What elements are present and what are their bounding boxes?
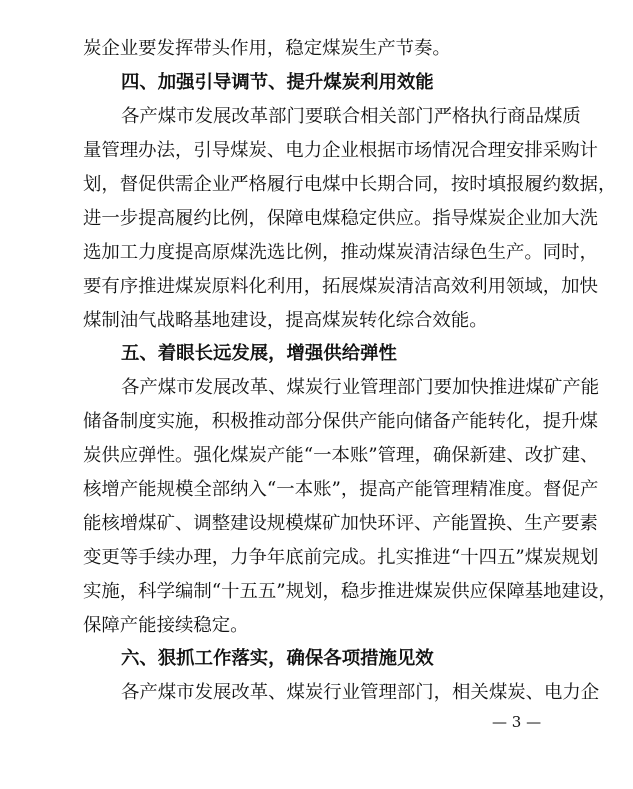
body-text-line: 炭供应弹性。强化煤炭产能“一本账”管理，确保新建、改扩建、 xyxy=(83,445,599,466)
section-heading-4: 四、加强引导调节、提升煤炭利用效能 xyxy=(121,72,434,93)
body-text-line: 各产煤市发展改革、煤炭行业管理部门要加快推进煤矿产能 xyxy=(121,377,600,398)
body-text-line: 各产煤市发展改革部门要联合相关部门严格执行商品煤质 xyxy=(121,106,581,127)
body-text-line: 划，督促供需企业严格履行电煤中长期合同，按时填报履约数据， xyxy=(83,174,617,195)
body-text-line: 变更等手续办理，力争年底前完成。扎实推进“十四五”煤炭规划 xyxy=(83,547,599,568)
section-heading-6: 六、狠抓工作落实，确保各项措施见效 xyxy=(121,648,434,669)
body-text-line: 选加工力度提高原煤洗选比例，推动煤炭清洁绿色生产。同时， xyxy=(83,242,598,263)
body-text-line: 要有序推进煤炭原料化利用，拓展煤炭清洁高效利用领域，加快 xyxy=(83,276,598,297)
body-text-line: 储备制度实施，积极推动部分保供产能向储备产能转化，提升煤 xyxy=(83,411,598,432)
body-text-line: 煤制油气战略基地建设，提高煤炭转化综合效能。 xyxy=(83,310,488,331)
body-text-line: 能核增煤矿、调整建设规模煤矿加快环评、产能置换、生产要素 xyxy=(83,513,598,534)
body-text-line: 保障产能接续稳定。 xyxy=(83,615,249,636)
section-heading-5: 五、着眼长远发展，增强供给弹性 xyxy=(121,343,397,364)
page-number: — 3 — xyxy=(492,713,542,731)
body-text-line: 炭企业要发挥带头作用，稳定煤炭生产节奏。 xyxy=(83,38,451,59)
body-text-line: 量管理办法，引导煤炭、电力企业根据市场情况合理安排采购计 xyxy=(83,140,598,161)
body-text-line: 各产煤市发展改革、煤炭行业管理部门，相关煤炭、电力企 xyxy=(121,682,600,703)
body-text-line: 核增产能规模全部纳入“一本账”，提高产能管理精准度。督促产 xyxy=(83,479,599,500)
body-text-line: 实施，科学编制“十五五”规划，稳步推进煤炭供应保障基地建设， xyxy=(83,581,617,602)
body-text-line: 进一步提高履约比例，保障电煤稳定供应。指导煤炭企业加大洗 xyxy=(83,208,598,229)
